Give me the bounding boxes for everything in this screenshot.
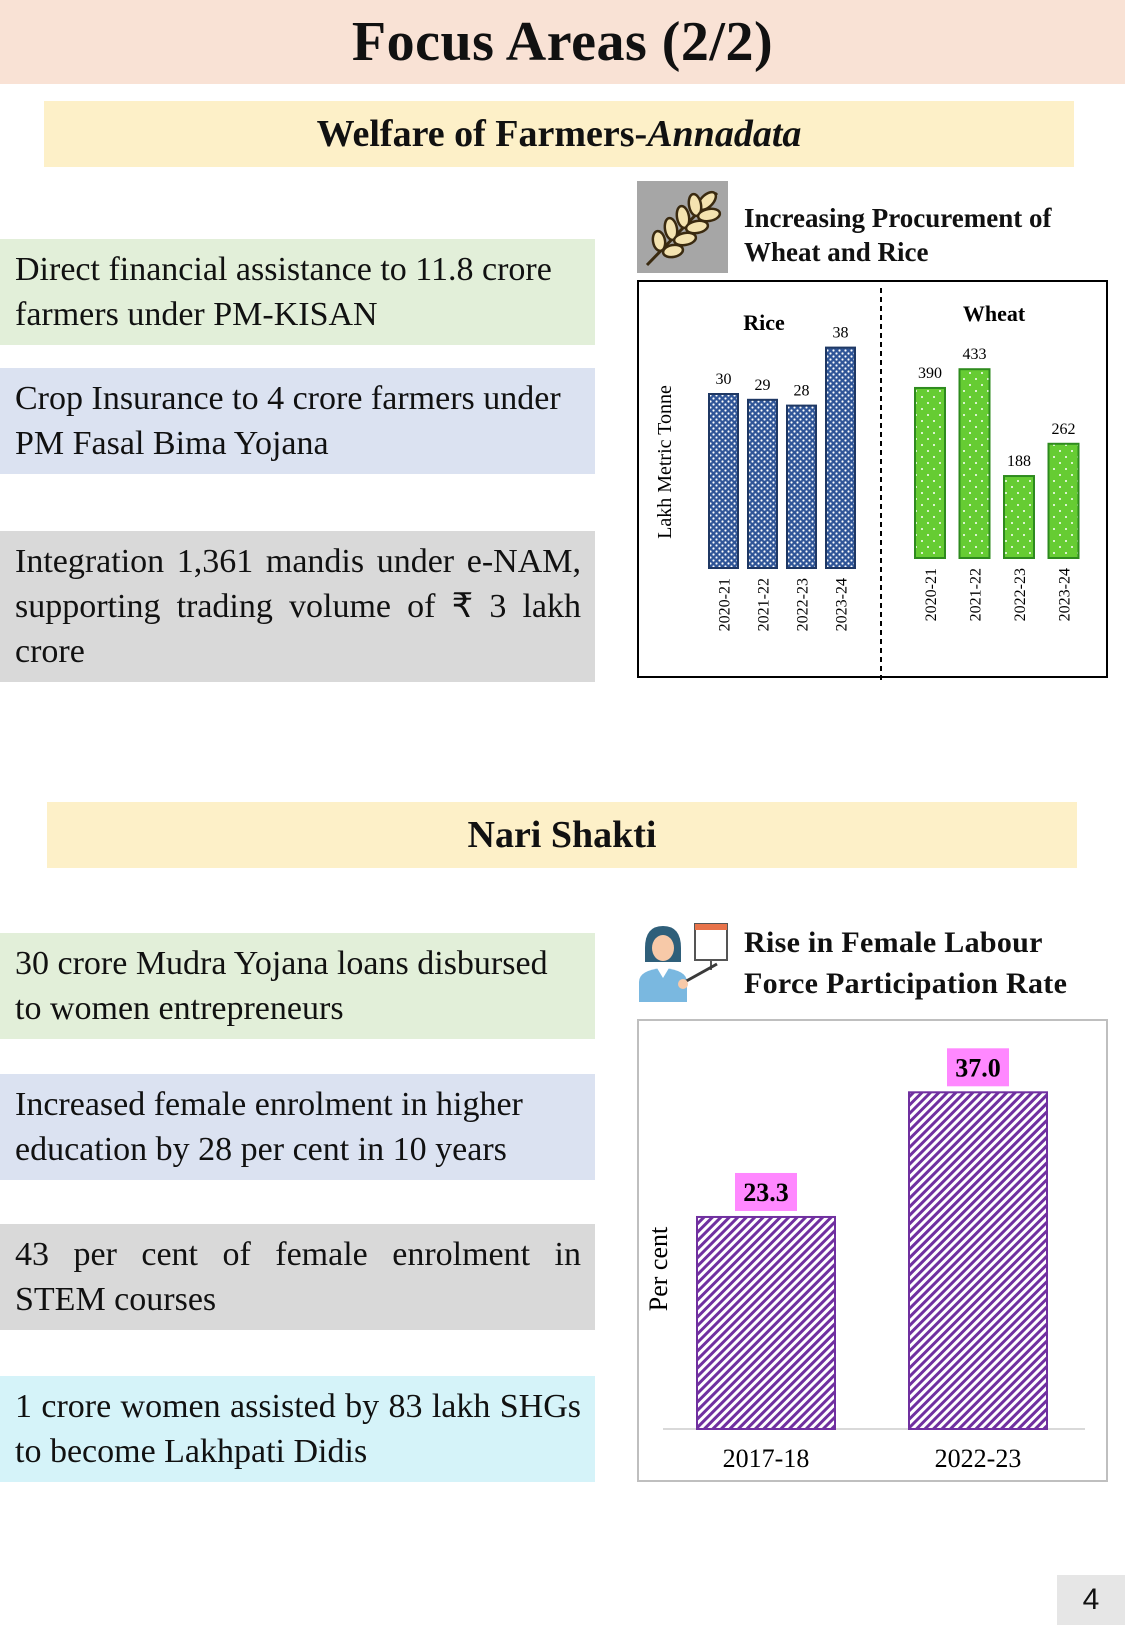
farmers-point-3: Integration 1,361 mandis under e-NAM, supporting trading volume of ₹ 3 lakh crore [0, 531, 595, 682]
flfpr-chart-title [744, 922, 1124, 1004]
wheat-panel-label: Wheat [962, 301, 1026, 326]
farmers-heading-main: Welfare of Farmers- [316, 113, 648, 155]
flfpr-value-label: 23.3 [743, 1177, 789, 1207]
page-header [0, 0, 1125, 84]
flfpr-bar [697, 1217, 835, 1429]
flfpr-category-label: 2017-18 [722, 1444, 810, 1473]
wheat-value-label: 262 [1051, 420, 1076, 438]
flfpr-title-line1: Rise in Female Labour [744, 926, 1043, 959]
page-number: 4 [1057, 1575, 1125, 1625]
flfpr-title-line2: Force Participation Rate [744, 967, 1068, 1000]
wheat-bar [1049, 444, 1079, 558]
farmers-point-1: Direct financial assistance to 11.8 crore farmers under PM-KISAN [0, 239, 595, 345]
wheat-category-label: 2022-23 [1012, 568, 1029, 622]
wheat-value-label: 188 [1007, 453, 1031, 471]
rice-value-label: 38 [832, 324, 849, 342]
rice-panel-label: Rice [743, 310, 785, 335]
rice-category-label: 2023-24 [833, 578, 851, 632]
page-title: Focus Areas (2/2) [351, 11, 774, 73]
rice-category-label: 2022-23 [794, 578, 812, 632]
rice-value-label: 29 [754, 376, 771, 394]
nari-point-4: 1 crore women assisted by 83 lakh SHGs to become Lakhpati Didis [0, 1376, 595, 1482]
nari-point-1: 30 crore Mudra Yojana loans disbursed to women entrepreneurs [0, 933, 595, 1039]
wheat-bar [915, 388, 945, 558]
wheat-category-label: 2020-21 [923, 568, 940, 622]
rice-category-label: 2020-21 [716, 578, 734, 632]
wheat-value-label: 433 [962, 346, 987, 364]
nari-point-3: 43 per cent of female enrolment in STEM courses [0, 1224, 595, 1330]
procurement-title-line2: Wheat and Rice [744, 237, 929, 267]
flfpr-y-axis-label: Per cent [644, 1226, 673, 1312]
wheat-icon [637, 181, 728, 273]
wheat-category-label: 2023-24 [1056, 568, 1074, 622]
rice-bar [709, 394, 738, 568]
procurement-y-axis-label: Lakh Metric Tonne [654, 385, 676, 539]
procurement-title-line1: Increasing Procurement of [744, 203, 1052, 233]
flfpr-bar [909, 1092, 1047, 1429]
wheat-bar [1004, 476, 1034, 558]
farmers-heading-italic: Annadata [647, 113, 802, 155]
nari-section-heading [47, 802, 1077, 868]
wheat-bar [960, 369, 990, 558]
procurement-chart-title [744, 201, 1114, 269]
rice-category-label: 2021-22 [755, 578, 773, 632]
rice-bar [748, 400, 777, 568]
wheat-category-label: 2021-22 [967, 568, 985, 622]
rice-bar [787, 406, 816, 568]
flfpr-chart [637, 1019, 1109, 1484]
wheat-value-label: 390 [918, 364, 942, 382]
rice-value-label: 30 [715, 371, 732, 388]
nari-heading: Nari Shakti [467, 814, 657, 856]
flfpr-category-label: 2022-23 [934, 1444, 1022, 1473]
teacher-icon [637, 922, 729, 1002]
rice-value-label: 28 [793, 382, 810, 400]
nari-point-2: Increased female enrolment in higher education by 28 per cent in 10 years [0, 1074, 595, 1180]
flfpr-value-label: 37.0 [955, 1053, 1001, 1083]
procurement-chart [637, 280, 1109, 682]
farmers-point-2: Crop Insurance to 4 crore farmers under PM Fasal Bima Yojana [0, 368, 595, 474]
rice-bar [826, 348, 855, 568]
farmers-section-heading [44, 101, 1074, 167]
